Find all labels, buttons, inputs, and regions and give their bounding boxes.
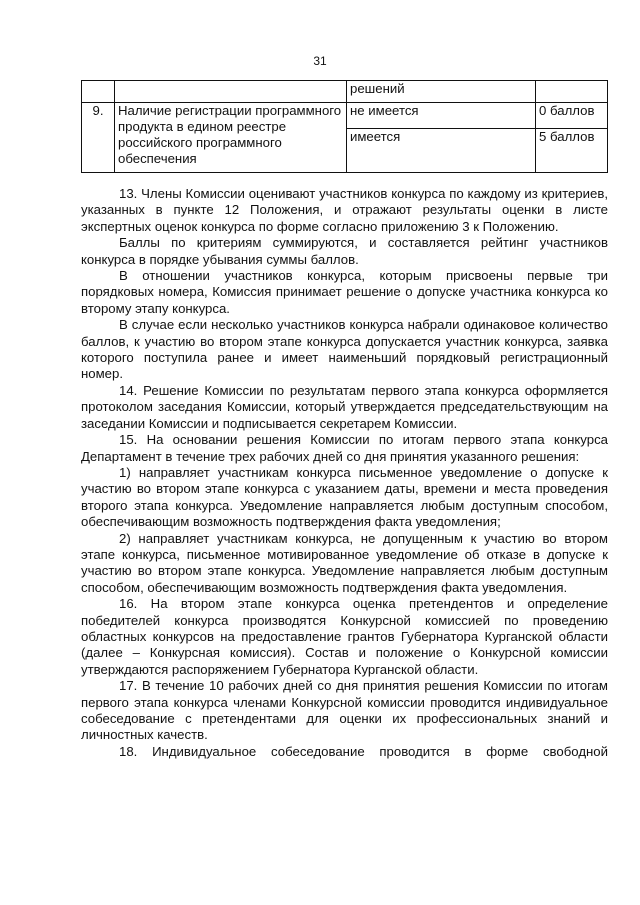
- paragraph: 18. Индивидуальное собеседование проводится в форме свободной: [119, 743, 608, 759]
- option-label: не имеется: [347, 103, 536, 129]
- criterion-name: [115, 81, 347, 103]
- paragraph: В случае если несколько участников конкурса набрали одинаковое количество баллов, к участию во втором этапе конкурса допускается участник конкурса, заявка которого поступила ранее и имеет наименьший порядковый регистрационный номер.: [81, 317, 608, 382]
- table-row: [82, 103, 608, 129]
- paragraph: В отношении участников конкурса, которым присвоены первые три порядковых номера, Комиссия принимает решение о допуске участника конкурса ко второму этапу конкурса.: [81, 268, 608, 316]
- paragraph: 16. На втором этапе конкурса оценка претендентов и определение победителей конкурса производятся Конкурсной комиссией по проведению областных конкурсов на предоставление грантов Губернатора Курганской области (далее – Конкурсная комиссия). Состав и положение о Конкурсной комиссии утверждаются распоряжением Губернатора Курганской области.: [81, 596, 608, 677]
- table-row: [82, 81, 608, 103]
- criterion-name: Наличие регистрации программного продукта в едином реестре российского программного обеспечения: [115, 103, 347, 173]
- option-score: [536, 81, 608, 103]
- paragraph: Баллы по критериям суммируются, и составляется рейтинг участников конкурса в порядке убывания суммы баллов.: [81, 235, 608, 267]
- page-number: 31: [313, 54, 327, 68]
- paragraph: 1) направляет участникам конкурса письменное уведомление о допуске к участию во втором этапе конкурса с указанием даты, времени и места проведения второго этапа конкурса. Уведомление направляется любым доступным способом, обеспечивающим возможность подтверждения факта уведомления;: [81, 464, 608, 530]
- paragraph: 17. В течение 10 рабочих дней со дня принятия решения Комиссии по итогам первого этапа конкурса членами Конкурсной комиссии проводится индивидуальное собеседование с претендентами для оценки их профессиональных знаний и личностных качеств.: [81, 678, 608, 743]
- criteria-table: [81, 80, 608, 173]
- paragraph: 14. Решение Комиссии по результатам первого этапа конкурса оформляется протоколом заседания Комиссии, который утверждается председательствующим на заседании Комиссии и подписывается секретарем Комиссии.: [81, 382, 608, 431]
- option-label: имеется: [347, 129, 536, 173]
- paragraph: 13. Члены Комиссии оценивают участников конкурса по каждому из критериев, указанных в пункте 12 Положения, и отражают результаты оценки в листе экспертных оценок конкурса по форме согласно приложению 3 к Положению.: [81, 186, 608, 234]
- document-body: [81, 186, 608, 760]
- option-score: 5 баллов: [536, 129, 608, 173]
- paragraph: 2) направляет участникам конкурса, не допущенным к участию во втором этапе конкурса, письменное мотивированное уведомление об отказе в допуске к участию во втором этапе конкурса. Уведомление направляется любым доступным способом, обеспечивающим возможность подтверждения факта уведомления.: [81, 530, 608, 595]
- criterion-number: 9.: [82, 103, 115, 173]
- paragraph: 15. На основании решения Комиссии по итогам первого этапа конкурса Департамент в течение трех рабочих дней со дня принятия указанного решения:: [81, 432, 608, 464]
- option-label: решений: [347, 81, 536, 103]
- criterion-number: [82, 81, 115, 103]
- option-score: 0 баллов: [536, 103, 608, 129]
